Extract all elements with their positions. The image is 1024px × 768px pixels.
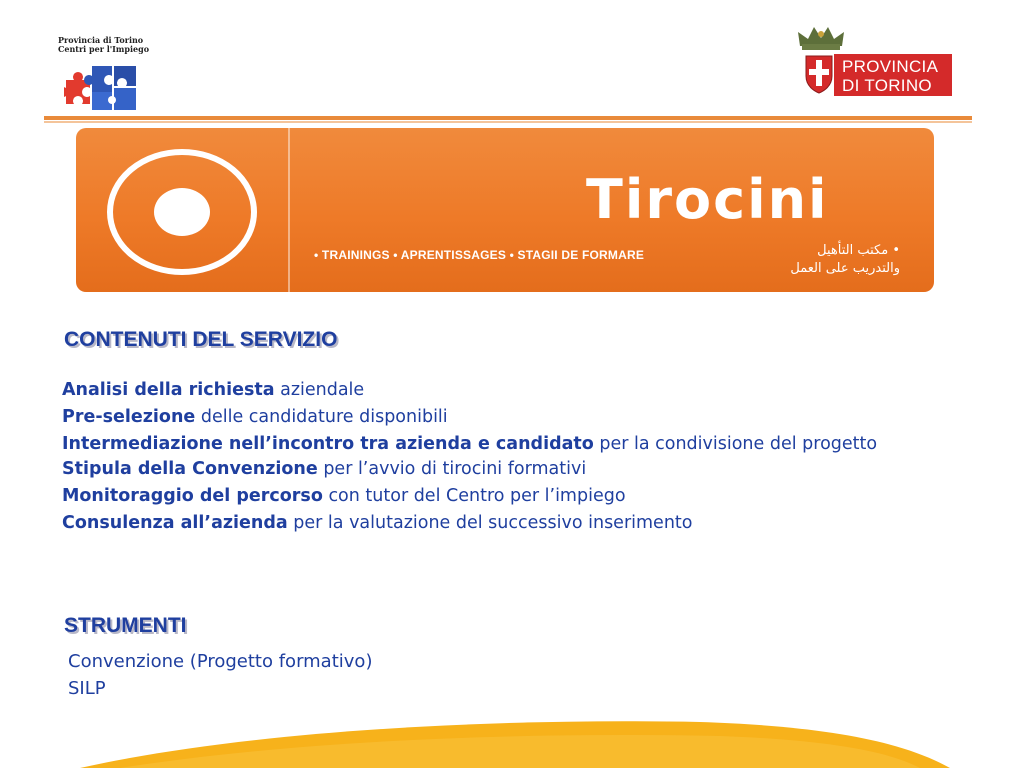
centri-impiego-logo (58, 36, 168, 118)
provincia-badge (834, 54, 952, 96)
org-name-line2: Centri per l'Impiego (58, 44, 150, 54)
tirocini-banner (76, 128, 934, 292)
item-text: delle candidature disponibili (195, 407, 448, 427)
circle-emblem-icon (102, 146, 262, 278)
header-divider (44, 116, 972, 120)
org-name-line1: Provincia di Torino (58, 35, 144, 45)
list-item (62, 459, 946, 479)
crown-icon (796, 24, 846, 52)
header-divider-shadow (44, 121, 972, 123)
provincia-torino-logo (796, 24, 956, 100)
item-keyword: Consulenza all’azienda (62, 513, 288, 533)
list-item (62, 513, 946, 533)
list-item (62, 486, 946, 506)
item-text: con tutor del Centro per l’impiego (322, 486, 626, 506)
list-item (62, 380, 946, 400)
badge-line1: PROVINCIA (842, 57, 939, 76)
list-item: Convenzione (Progetto formativo) (68, 651, 373, 672)
list-item: SILP (68, 678, 106, 699)
banner-divider (288, 128, 290, 292)
savoy-shield-icon (804, 54, 834, 94)
item-keyword: Analisi della richiesta (62, 380, 275, 400)
footer-swoosh (0, 700, 1024, 768)
list-item (62, 434, 946, 454)
tools-list (68, 648, 372, 702)
arabic-line2: والتدريب على العمل (790, 261, 900, 276)
item-keyword: Intermediazione nell’incontro tra azienda e candidato (62, 434, 594, 454)
item-keyword: Monitoraggio del percorso (62, 486, 323, 506)
item-text: per l’avvio di tirocini formativi (317, 459, 587, 479)
list-item (62, 407, 946, 427)
banner-arabic (716, 242, 900, 278)
puzzle-logo-icon (64, 62, 144, 112)
item-text: per la valutazione del successivo inserimento (287, 513, 693, 533)
item-keyword: Stipula della Convenzione (62, 459, 318, 479)
services-heading: CONTENUTI DEL SERVIZIO (64, 328, 338, 351)
item-keyword: Pre-selezione (62, 407, 196, 427)
item-text: per la condivisione del progetto (593, 434, 878, 454)
tools-heading: STRUMENTI (64, 614, 187, 637)
arabic-line1: • مكتب التأهيل (817, 243, 900, 258)
banner-title: Tirocini (586, 168, 829, 231)
services-list (62, 380, 946, 540)
badge-line2: DI TORINO (842, 76, 932, 95)
banner-subtitle: • TRAININGS • APRENTISSAGES • STAGII DE FORMARE (314, 248, 645, 262)
item-text: aziendale (274, 380, 365, 400)
